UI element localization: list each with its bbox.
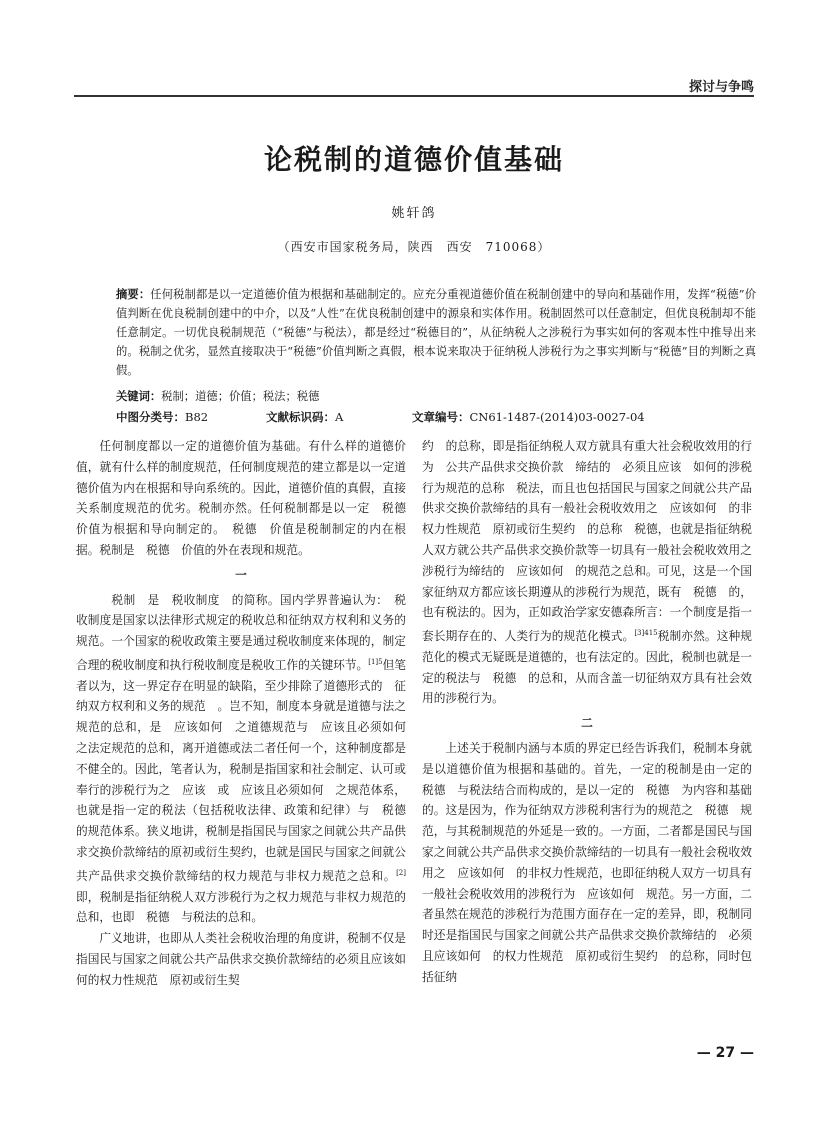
author: 姚轩鸽 <box>391 206 437 221</box>
article-title: 论税制的道德价值基础 <box>263 143 564 176</box>
clc-label: 中图分类号： <box>116 410 185 424</box>
header-rule <box>74 95 754 97</box>
left-column <box>76 436 418 991</box>
keywords <box>116 388 756 404</box>
paragraph: 任何制度都以一定的道德价值为基础。有什么样的道德价值，就有什么样的制度规范，任何制度规范的建立都是以一定道德价值为内在根据和导向系统的。因此，道德价值的真假，直接关系制度规范的优劣。税制亦然。任何税制都是以一定 税德 价值为根据和导向制定的。 税德 价值是税制制定的内在根据。税制是 税德 价值的外在表现和规范。 <box>76 439 418 557</box>
paragraph <box>76 590 418 929</box>
doc-value: A <box>335 410 344 424</box>
keywords-label: 关键词： <box>116 390 162 403</box>
page-number: — 27 — <box>696 1045 754 1061</box>
right-column <box>422 436 764 988</box>
abstract-text: 任何税制都是以一定道德价值为根据和基础制定的。应充分重视道德价值在税制创建中的导向和基础作用，发挥“税德”价值判断在优良税制创建中的中介，以及“人性”在优良税制创建中的源泉和实体作用。税制固然可以任意制定，但优良税制却不能任意制定。一切优良税制规范（“税德”与税法），都是经过“税德目的”，从征纳税人之涉税行为事实如何的客观本性中推导出来的。税制之优劣，显然直接取决于“税德”价值判断之真假，根本说来取决于征纳税人涉税行为之事实判断与“税德”目的判断之真假。 <box>116 288 756 377</box>
paragraph-text: 税制 是 税收制度 的简称。国内学界普遍认为： 税收制度是国家以法律形式规定的税收总和征纳双方权利和义务的规范。一个国家的税收政策主要是通过税收制度来体现的，制定合理的税收制度和执行税收制度是税收工作的关键环节。 <box>76 592 406 672</box>
article-number <box>412 409 645 425</box>
paragraph: 广义地讲，也即从人类社会税收治理的角度讲，税制不仅是指国民与国家之间就公共产品供求交换价款缔结的必须且应该如何的权力性规范 原初或衍生契 <box>76 931 406 987</box>
clc-number <box>116 409 208 425</box>
abstract <box>116 285 756 380</box>
keywords-text: 税制；道德；价值；税法；税德 <box>161 390 320 403</box>
clc-value: B82 <box>185 410 209 424</box>
abstract-label: 摘要： <box>116 288 151 301</box>
citation-ref: [1]5 <box>368 657 383 666</box>
citation-ref: [3]415 <box>634 629 658 638</box>
doc-label: 文献标识码： <box>266 410 335 424</box>
paragraph-text: 税制亦然。这种规范化的模式无疑既是道德的，也有法定的。因此，税制也就是一定的税法与 税德 的总和，从而含盖一切征纳双方具有社会效用的涉税行为。 <box>422 629 752 706</box>
paragraph-text: 即，税制是指征纳税人双方涉税行为之权力规范与非权力规范的总和，也即 税德 与税法的总和。 <box>76 889 406 925</box>
section-heading-2: 二 <box>581 716 593 731</box>
section-tag: 探讨与争鸣 <box>688 80 754 95</box>
doc-code <box>266 409 343 425</box>
article-value: CN61-1487-(2014)03-0027-04 <box>469 410 645 424</box>
paragraph <box>422 436 752 709</box>
section-heading-1: 一 <box>235 567 247 582</box>
article-label: 文章编号： <box>412 410 470 424</box>
affiliation: （西安市国家税务局，陕西 西安 710068） <box>277 240 551 254</box>
paragraph: 上述关于税制内涵与本质的界定已经告诉我们，税制本身就是以道德价值为根据和基础的。首先，一定的税制是由一定的 税德 与税法结合而构成的，是以一定的 税德 为内容和基础的。这是因为，作为征纳双方涉税利害行为的规范之 税德 规范，与其税制规范的外延是一致的。一方面，二者都是国民与国家之间就公共产品供求交换价款缔结的一切具有一般社会税收效用之 应该如何 的非权力性规范，也即征纳税人双方一切具有一般社会税收效用的涉税行为 应该如何 规范。另一方面，二者虽然在规范的涉税行为范围方面存在一定的差异，即，税制同时还是指国民与国家之间就公共产品供求交换价款缔结的 必须且应该如何 的权力性规范 原初或衍生契约 的总称，同时包括征纳 <box>422 741 764 984</box>
citation-ref: [2] <box>396 868 406 877</box>
paragraph-text: 约 的总称，即是指征纳税人双方就具有重大社会税收效用的行为 公共产品供求交换价款 缔结的 必须且应该 如何的涉税行为规范的总称 税法，而且也包括国民与国家之间就公共产品供求交换价款缔结的具有一般社会税收效用之 应该如何 的非权力性规范 原初或衍生契约 的总称 税德，也就是指征纳税人双方就公共产品供求交换价款等一切具有一般社会税收效用之涉税行为缔结的 应该如何 的规范之总和。可见，这是一个国家征纳双方都应该长期遵从的涉税行为规范，既有 税德 的，也有税法的。因为，正如政治学家安德森所言：一个制度是指一套长期存在的、人类行为的规范化模式。 <box>422 439 752 644</box>
paragraph-text: 但笔者以为，这一界定存在明显的缺陷，至少排除了道德形式的 征纳双方权利和义务的规范 。岂不知，制度本身就是道德与法之规范的总和，是 应该如何 之道德规范与 应该且必须如何 之法定规范的总和，离开道德或法二者任何一个，这种制度都是不健全的。因此，笔者认为，税制是指国家和社会制定、认可或奉行的涉税行为之 应该 或 应该且必须如何 之规范体系，也就是指一定的税法（包括税收法律、政策和纪律）与 税德 的规范体系。狭义地讲，税制是指国民与国家之间就公共产品供求交换价款缔结的原初或衍生契约，也就是国民与国家之间就公共产品供求交换价款缔结的权力规范与非权力规范之总和。 <box>76 657 418 883</box>
